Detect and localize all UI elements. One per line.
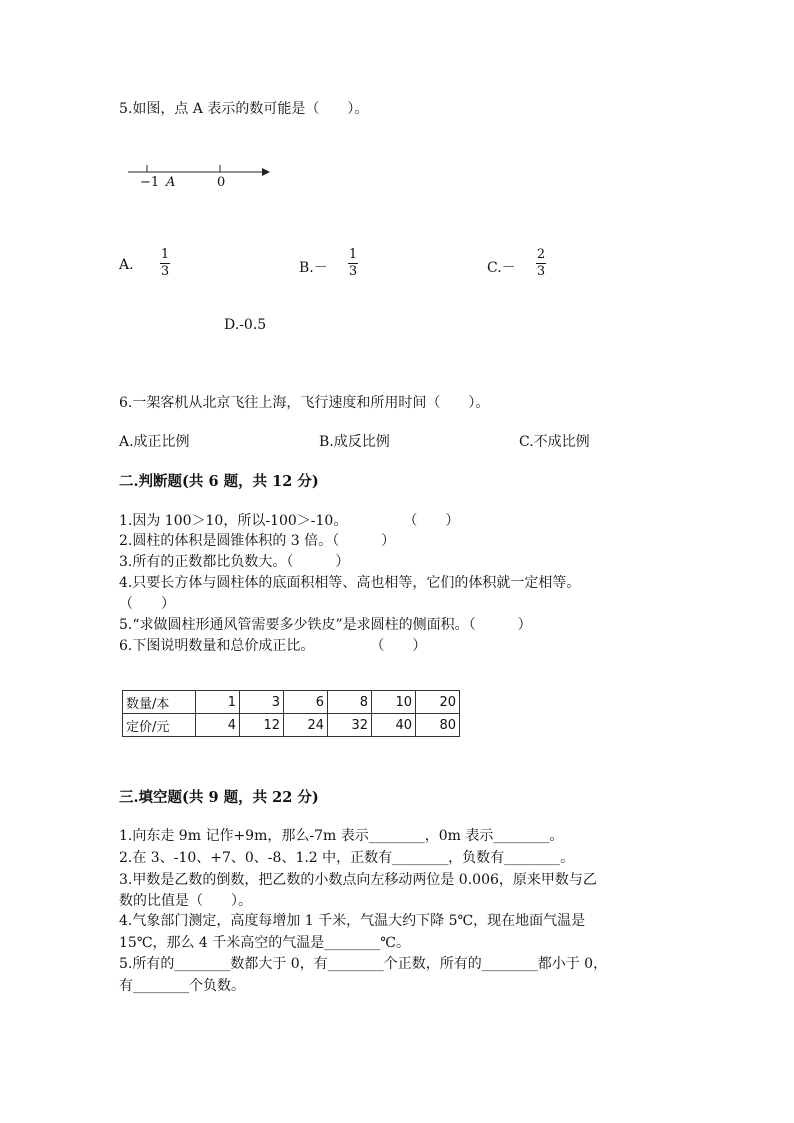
question-6-option-a: A.成正比例 — [119, 434, 190, 450]
question-6-option-c: C.不成比例 — [519, 434, 590, 450]
option-c-denominator: 3 — [536, 264, 546, 279]
number-line-label-zero: 0 — [217, 175, 226, 190]
table-row — [123, 714, 460, 737]
option-b-prefix: B.－ — [299, 260, 328, 276]
question-5-stem: 5.如图，点 A 表示的数可能是（ ）。 — [119, 101, 369, 117]
section-2-title: 二.判断题(共 6 题，共 12 分) — [119, 473, 319, 490]
fill-item-1: 1.向东走 9m 记作+9m，那么-7m 表示________，0m 表示________。 — [119, 828, 564, 844]
table-cell: 定价/元 — [123, 714, 196, 737]
option-a-fraction — [160, 248, 170, 279]
table-cell: 数量/本 — [123, 691, 196, 714]
fill-item-4: 4.气象部门测定，高度每增加 1 千米，气温大约下降 5℃，现在地面气温是 — [119, 913, 586, 929]
fill-item-4-cont: 15℃，那么 4 千米高空的气温是________℃。 — [119, 935, 410, 951]
table-cell: 8 — [328, 691, 372, 714]
fill-item-5-cont: 有________个负数。 — [119, 978, 245, 994]
option-b-fraction — [348, 248, 358, 279]
fill-item-5: 5.所有的________数都大于 0，有________个正数，所有的________都小于 0， — [119, 956, 608, 972]
judge-item-4: 4.只要长方体与圆柱体的底面积相等、高也相等，它们的体积就一定相等。 — [119, 575, 581, 591]
question-6-stem: 6.一架客机从北京飞往上海，飞行速度和所用时间（ ）。 — [119, 395, 490, 411]
table-cell: 12 — [240, 714, 284, 737]
option-c-fraction — [536, 248, 546, 279]
fill-item-3-cont: 数的比值是（ ）。 — [119, 893, 252, 909]
table-cell: 24 — [284, 714, 328, 737]
option-c-prefix: C.－ — [487, 260, 516, 276]
table-cell: 80 — [416, 714, 460, 737]
option-a-denominator: 3 — [160, 264, 170, 279]
question-6-option-b: B.成反比例 — [319, 434, 390, 450]
table-cell: 10 — [372, 691, 416, 714]
table-row — [123, 691, 460, 714]
table-cell: 32 — [328, 714, 372, 737]
table-cell: 6 — [284, 691, 328, 714]
judge-item-3: 3.所有的正数都比负数大。（ ） — [119, 554, 350, 570]
table-cell: 40 — [372, 714, 416, 737]
table-cell: 3 — [240, 691, 284, 714]
table-cell: 20 — [416, 691, 460, 714]
judge-item-2: 2.圆柱的体积是圆锥体积的 3 倍。（ ） — [119, 533, 396, 549]
judge-item-1: 1.因为 100＞10，所以-100＞-10。 （ ） — [119, 513, 460, 529]
quantity-price-table — [122, 690, 460, 737]
judge-item-4-paren: （ ） — [119, 596, 175, 612]
number-line-label-a: A — [166, 175, 176, 190]
table-cell: 1 — [196, 691, 240, 714]
table-cell: 4 — [196, 714, 240, 737]
option-a-numerator: 1 — [160, 247, 170, 262]
number-line-arrow — [262, 168, 270, 176]
option-c-numerator: 2 — [536, 247, 546, 262]
judge-item-5: 5.“求做圆柱形通风管需要多少铁皮”是求圆柱的侧面积。（ ） — [119, 617, 532, 633]
option-a-prefix: A. — [119, 257, 134, 273]
judge-item-6: 6.下图说明数量和总价成正比。 （ ） — [119, 638, 427, 654]
fill-item-3: 3.甲数是乙数的倒数，把乙数的小数点向左移动两位是 0.006，原来甲数与乙 — [119, 872, 597, 888]
option-b-numerator: 1 — [348, 247, 358, 262]
option-b-denominator: 3 — [348, 264, 358, 279]
fill-item-2: 2.在 3、-10、+7、0、-8、1.2 中，正数有________，负数有________。 — [119, 850, 575, 866]
section-3-title: 三.填空题(共 9 题，共 22 分) — [119, 789, 319, 806]
number-line-label-neg1: −1 — [140, 175, 160, 190]
option-d: D.-0.5 — [224, 317, 267, 333]
